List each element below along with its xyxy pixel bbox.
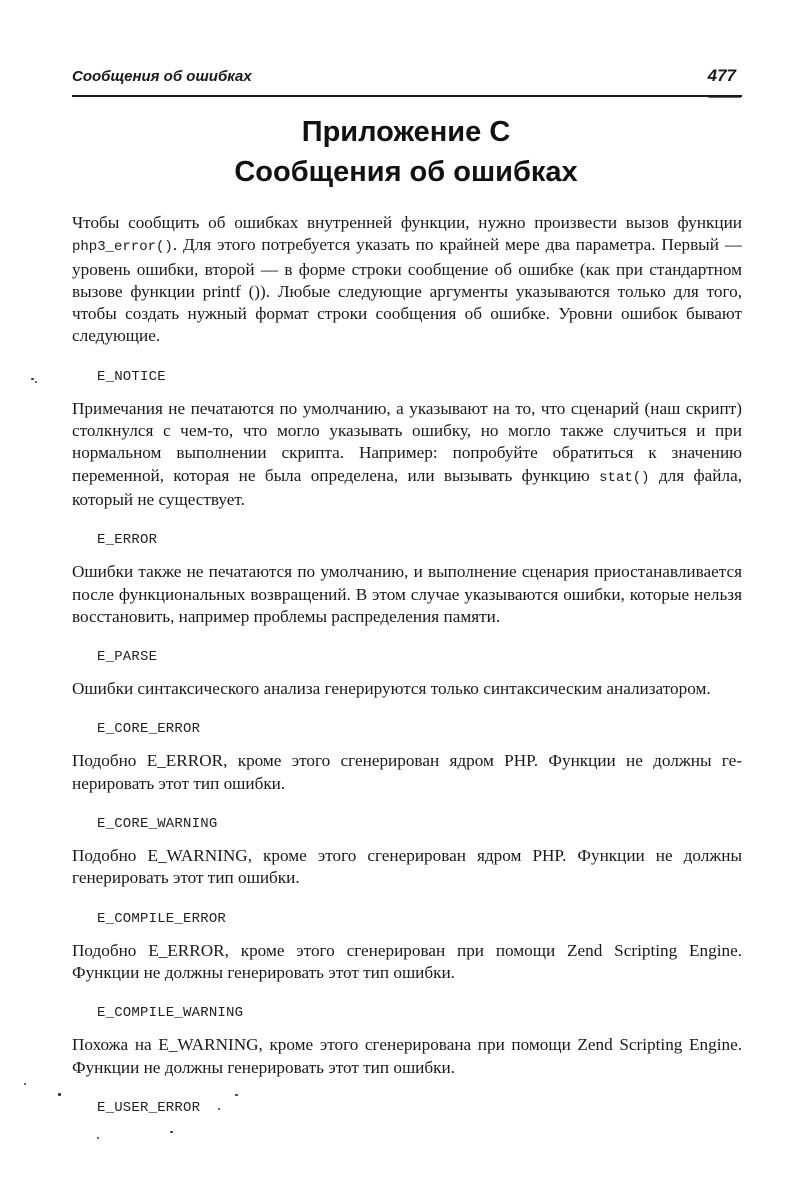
error-level-list (72, 368, 742, 1117)
description-text: Подобно E_WARNING, кроме этого сгенерирован ядром PHP. Функции не должны генерировать этот тип ошибки. (72, 846, 742, 888)
page-body (72, 212, 742, 1129)
intro-paragraph (72, 212, 742, 348)
error-description (72, 750, 742, 795)
inline-code: stat() (599, 469, 650, 486)
scan-speck (218, 1108, 220, 1110)
error-description (72, 1034, 742, 1079)
header-rule (72, 95, 742, 97)
error-constant: E_USER_ERROR (97, 1099, 201, 1116)
running-head (72, 66, 740, 90)
error-description (72, 561, 742, 628)
appendix-title: Сообщения об ошибках (234, 156, 578, 188)
error-description (72, 398, 742, 511)
error-constant: E_ERROR (97, 532, 158, 549)
description-text: для файла, который не существует. (72, 465, 742, 509)
scan-speck (708, 97, 741, 98)
scan-speck (24, 1083, 26, 1085)
appendix-label: Приложение C (301, 116, 511, 148)
scan-speck (235, 1094, 238, 1096)
error-constant: E_COMPILE_WARNING (97, 1005, 244, 1022)
error-constant: E_COMPILE_ERROR (97, 910, 227, 927)
chapter-title (72, 112, 740, 192)
scan-speck (31, 378, 34, 380)
scan-speck (58, 1093, 61, 1096)
intro-text-start: Чтобы сообщить об ошибках внутренней функции, нужно произвести вызов функции (72, 213, 742, 232)
error-description (72, 678, 742, 700)
description-text: Подобно E_ERROR, кроме этого сгенерирован ядром PHP. Функции не должны генерировать этот тип ошибки. (72, 751, 742, 793)
error-constant: E_CORE_ERROR (97, 721, 201, 738)
intro-text-end: . Для этого потребуется указать по крайней мере два параметра. Первый — уровень ошибки, второй — в форме строки сообщение об ошибке (как при стандартном вызове функции printf ()). Любые следующие аргументы указываются только для того, чтобы создать нужный формат строки сообщения об ошибке. Уровни ошибок бывают следующие. (72, 235, 742, 346)
description-text: Подобно E_ERROR, кроме этого сгенерирован при помощи Zend Scripting Engine. Функции не должны генерировать этот тип ошибки. (72, 940, 742, 982)
intro-code: php3_error() (72, 239, 173, 256)
error-constant: E_PARSE (97, 649, 158, 666)
description-text: Примечания не печатаются по умолчанию, а указывают на то, что сценарий (наш скрипт) столкнулся с чем-то, что могло указывать ошибку, но могло также случиться и при нормальном выполнении скрипта. Например: попробуйте обратиться к значению переменной, которая не была определена, или вызывать функцию (72, 398, 742, 485)
error-description (72, 845, 742, 890)
error-description (72, 940, 742, 985)
scan-speck (97, 1137, 99, 1139)
running-title: Сообщения об ошибках (72, 68, 252, 85)
error-constant: E_NOTICE (97, 368, 166, 385)
description-text: Ошибки также не печатаются по умолчанию, и выполнение сценария приостанавливается после функциональных возвращений. В этом случае указываются ошибки, которые нельзя восстановить, например проблемы распределения памяти. (72, 562, 742, 626)
page-number: 477 (707, 66, 736, 85)
description-text: Ошибки синтаксического анализа генерируются только синтаксическим анализатором. (72, 679, 711, 699)
scan-speck (35, 381, 37, 383)
scan-speck (170, 1131, 173, 1133)
error-constant: E_CORE_WARNING (97, 816, 218, 833)
description-text: Похожа на E_WARNING, кроме этого сгенерирована при помощи Zend Scripting Engine. Функции не должны генерировать этот тип ошибки. (72, 1035, 742, 1077)
